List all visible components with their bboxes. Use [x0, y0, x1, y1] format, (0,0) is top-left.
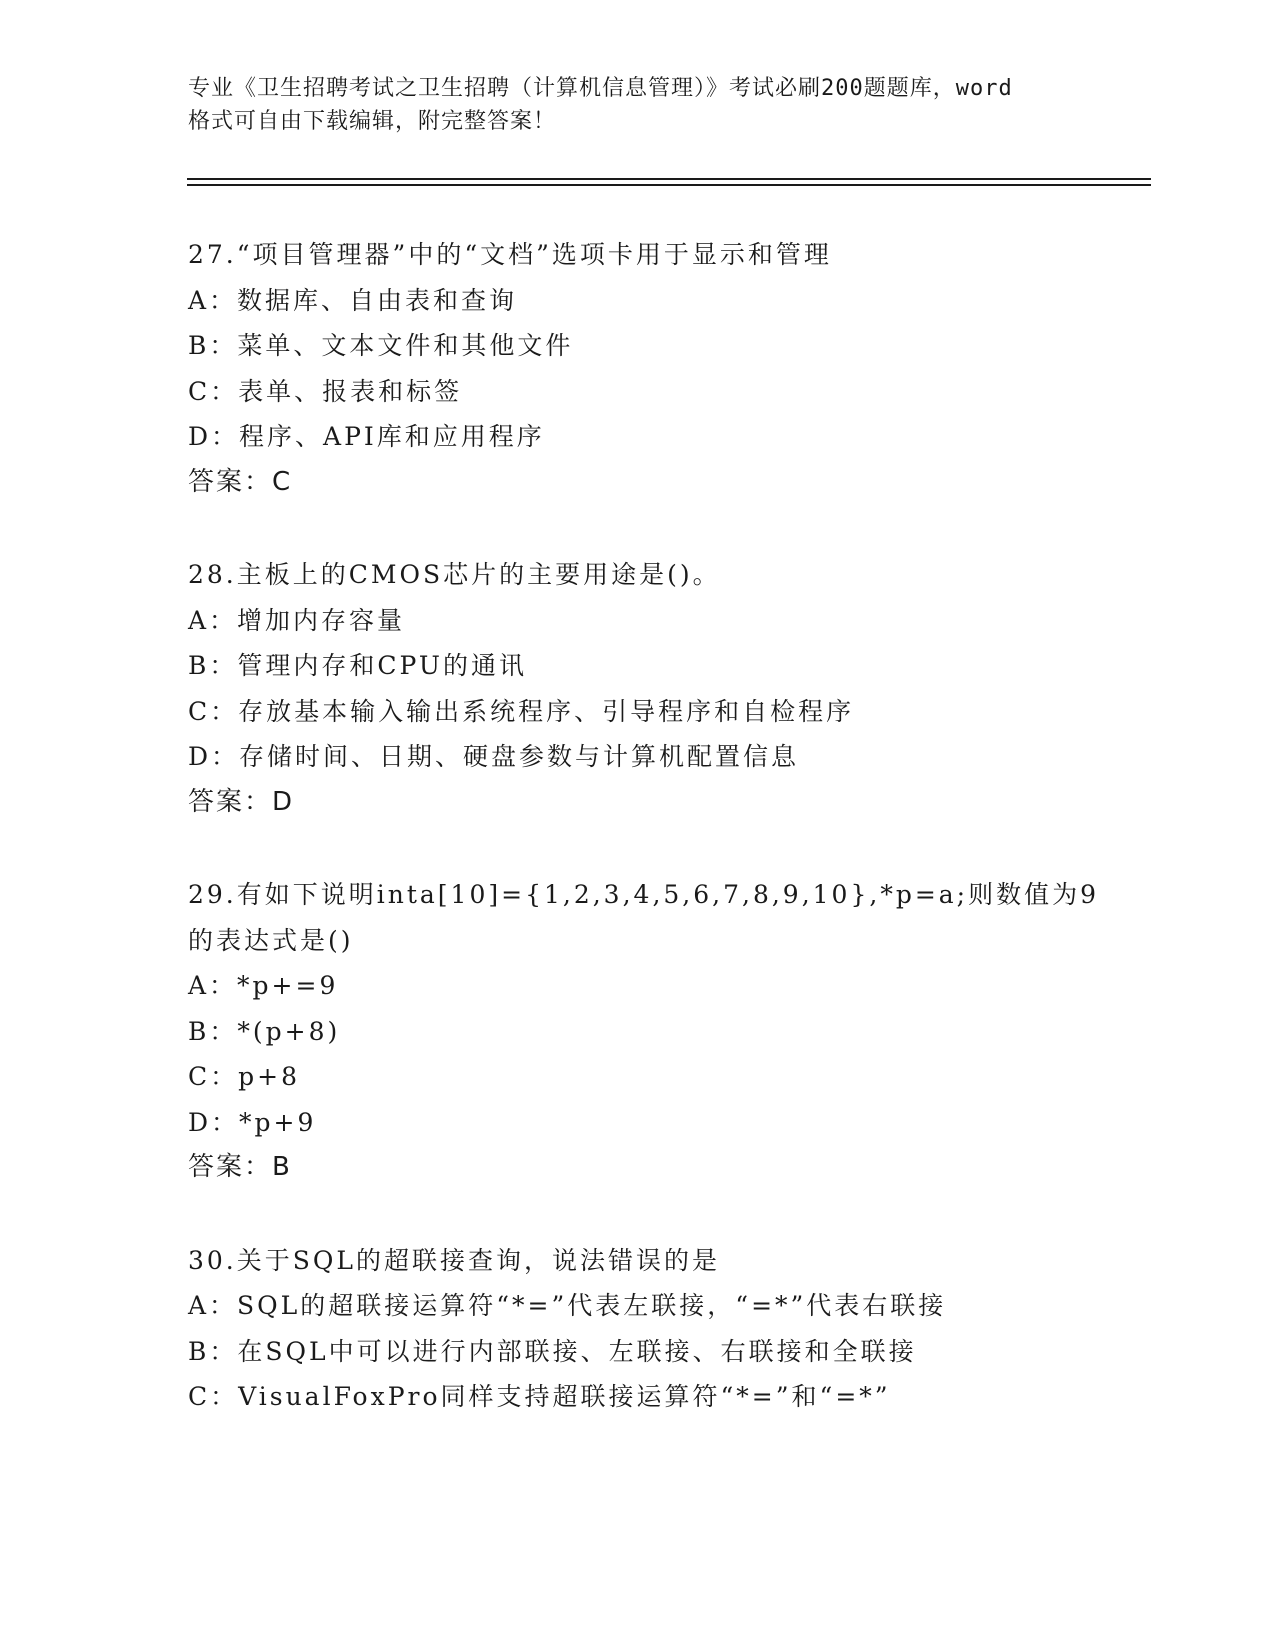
question-stem: 28.主板上的CMOS芯片的主要用途是()。: [188, 560, 721, 589]
document-header: [188, 72, 1108, 138]
option-a: A：数据库、自由表和查询: [188, 285, 518, 315]
question-list: [188, 232, 1108, 1467]
question-stem: 27.“项目管理器”中的“文档”选项卡用于显示和管理: [188, 240, 832, 269]
option-b: B：管理内存和CPU的通讯: [188, 651, 527, 680]
header-divider-bottom: [187, 184, 1151, 186]
answer-label: 答案：C: [188, 466, 293, 497]
option-a: A：*p+=9: [188, 971, 339, 1000]
header-line-2: 格式可自由下载编辑，附完整答案！: [188, 109, 557, 134]
question-27: [188, 232, 1108, 505]
option-b: B：*(p+8): [188, 1016, 341, 1046]
question-stem: 30.关于SQL的超联接查询，说法错误的是: [188, 1245, 720, 1275]
option-c: C：VisualFoxPro同样支持超联接运算符“*=”和“=*”: [188, 1382, 891, 1411]
option-d: D：存储时间、日期、硬盘参数与计算机配置信息: [188, 742, 800, 771]
option-c: C：p+8: [188, 1062, 300, 1091]
question-stem: 29.有如下说明inta[10]={1,2,3,4,5,6,7,8,9,10},*p=a;则数值为9的表达式是(): [188, 880, 1099, 955]
option-d: D：*p+9: [188, 1107, 317, 1137]
option-c: C：表单、报表和标签: [188, 376, 463, 406]
option-d: D：程序、API库和应用程序: [188, 422, 545, 451]
answer-label: 答案：B: [188, 1152, 292, 1182]
option-c: C：存放基本输入输出系统程序、引导程序和自检程序: [188, 696, 855, 726]
answer-label: 答案：D: [188, 786, 295, 817]
question-30: [188, 1238, 1108, 1420]
question-29: [188, 872, 1108, 1191]
option-b: B：菜单、文本文件和其他文件: [188, 331, 574, 360]
header-line-1: 专业《卫生招聘考试之卫生招聘（计算机信息管理）》考试必刷200题题库，word: [188, 76, 1013, 101]
option-a: A：SQL的超联接运算符“*=”代表左联接，“=*”代表右联接: [188, 1291, 947, 1320]
header-divider-top: [187, 178, 1151, 180]
option-b: B：在SQL中可以进行内部联接、左联接、右联接和全联接: [188, 1336, 917, 1366]
question-28: [188, 552, 1108, 825]
option-a: A：增加内存容量: [188, 605, 406, 635]
